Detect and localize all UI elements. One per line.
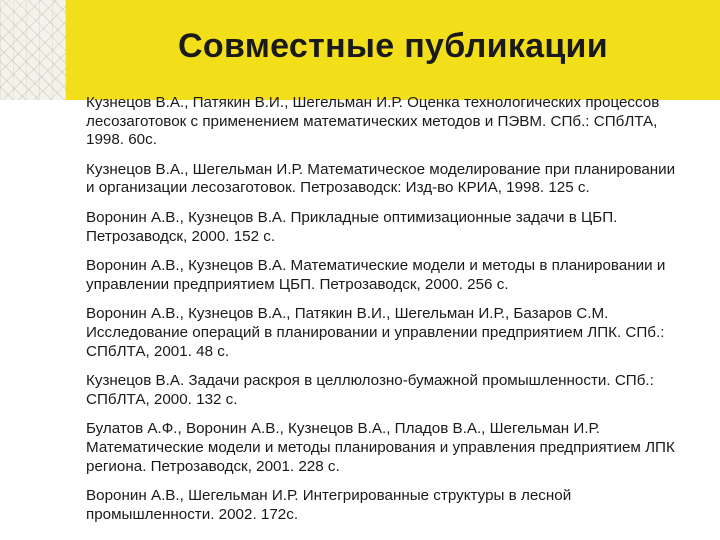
publication-item: Воронин А.В., Кузнецов В.А. Прикладные оптимизационные задачи в ЦБП. Петрозаводск, 2000. 152 с.: [86, 208, 618, 245]
publication-item: Воронин А.В., Кузнецов В.А., Патякин В.И., Шегельман И.Р., Базаров С.М. Исследование операций в планировании и управлении предприятием ЛПК. СПб.: СПбЛТА, 2001. 48 с.: [86, 305, 665, 360]
publication-item: Воронин А.В., Кузнецов В.А. Математические модели и методы в планировании и управлении предприятием ЦБП. Петрозаводск, 2000. 256 с.: [86, 257, 666, 293]
publication-item: Кузнецов В.А. Задачи раскроя в целлюлозно-бумажной промышленности. СПб.: СПбЛТА, 2000. 132 с.: [86, 372, 654, 408]
page-title: Совместные публикации: [178, 27, 608, 65]
publication-item: Кузнецов В.А., Шегельман И.Р. Математическое моделирование при планировании и организации лесозаготовок. Петрозаводск: Изд-во КРИА, 1998. 125 с.: [86, 160, 676, 197]
decorative-pattern: [0, 0, 66, 100]
publication-item: Воронин А.В., Шегельман И.Р. Интегрированные структуры в лесной промышленности. 2002. 172с.: [86, 487, 572, 523]
publication-item: Кузнецов В.А., Патякин В.И., Шегельман И.Р. Оценка технологических процессов лесозаготовок с применением математических методов и ПЭВМ. СПб.: СПбЛТА, 1998. 60с.: [86, 94, 660, 149]
publication-list: [86, 94, 686, 535]
publication-item: Булатов А.Ф., Воронин А.В., Кузнецов В.А., Пладов В.А., Шегельман И.Р. Математические модели и методы планирования и управления предприятием ЛПК региона. Петрозаводск, 2001. 228 с.: [86, 420, 675, 475]
